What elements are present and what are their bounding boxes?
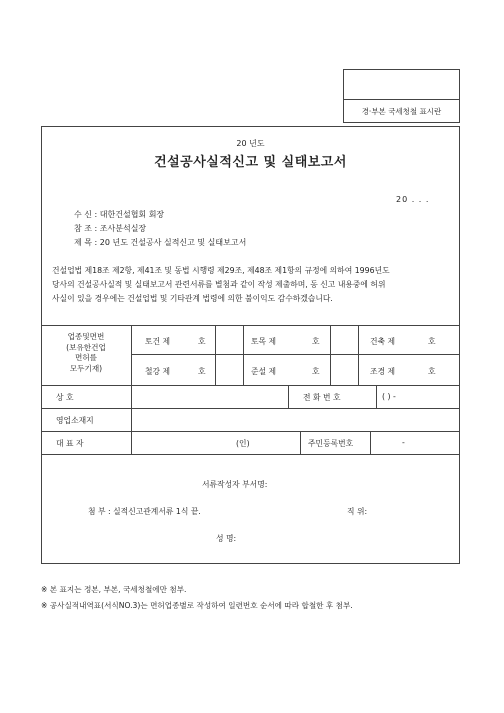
declaration-line: 사실이 있을 경우에는 건설업법 및 기타관계 법령에 의한 불이익도 감수하겠습니다.	[52, 294, 333, 303]
license-col-rule	[358, 325, 359, 385]
footnote: ※ 본 표지는 정본, 부본, 국세청철에만 첨부.	[41, 585, 187, 594]
stamp-box	[343, 69, 460, 100]
info-col-rule	[376, 385, 377, 408]
license-unit: 호	[198, 367, 206, 376]
reference-label: 참 조	[74, 224, 92, 233]
license-unit: 호	[312, 367, 320, 376]
subject-value: : 20 년도 건설공사 실적신고 및 실태보고서	[94, 238, 247, 247]
rrn-label: 주민등록번호	[308, 439, 354, 448]
name-label: 성 명:	[216, 534, 237, 543]
subject-label: 제 목	[74, 238, 92, 247]
license-col-rule	[215, 325, 216, 385]
year-line: 20 년도	[236, 139, 265, 148]
table-rule	[41, 454, 460, 455]
footnote: ※ 공사실적내역표(서식NO.3)는 면허업종별로 작성하여 일련번호 순서에 따라 합철한 후 첨부.	[41, 601, 353, 610]
table-top-rule	[41, 325, 460, 326]
license-header	[41, 332, 131, 374]
license-header-line: 면허를	[74, 353, 97, 362]
subject-row	[74, 237, 246, 248]
recipient-value: : 대한건설협회 회장	[94, 210, 165, 219]
table-rule	[41, 385, 460, 386]
recipient-label: 수 신	[74, 210, 92, 219]
info-col-rule	[370, 431, 371, 454]
attachment-label: 첨 부 : 실적신고관계서류 1식 끝.	[88, 507, 201, 516]
license-label: 토목 제	[251, 337, 277, 346]
license-col-rule	[243, 325, 244, 385]
address-label: 영업소재지	[56, 416, 94, 425]
date-line: 20 . . .	[396, 195, 430, 204]
license-label: 준설 제	[251, 367, 277, 376]
recipient-row	[74, 209, 164, 220]
reference-value: : 조사분석실장	[94, 224, 147, 233]
license-header-line: (보유한건업	[66, 342, 106, 352]
info-col-rule	[288, 385, 289, 408]
seal-mark: (인)	[236, 439, 250, 448]
license-header-line: 업종및면번	[67, 332, 105, 341]
representative-label: 대 표 자	[56, 439, 84, 448]
stamp-label: 경·부본 국세청철 표시란	[343, 99, 460, 123]
license-label: 조경 제	[370, 367, 396, 376]
license-unit: 호	[312, 337, 320, 346]
license-col-rule	[330, 325, 331, 385]
writer-label: 서류작성자 부서명:	[202, 480, 268, 489]
document-title: 건설공사실적신고 및 실태보고서	[154, 155, 347, 170]
declaration-paragraph	[52, 264, 452, 306]
table-rule	[41, 431, 460, 432]
position-label: 직 위:	[347, 507, 368, 516]
license-header-line: 모두기재)	[69, 363, 103, 373]
license-mid-rule	[131, 354, 460, 355]
rrn-value: -	[402, 438, 405, 447]
license-label: 철강 제	[145, 367, 171, 376]
reference-row	[74, 223, 146, 234]
company-label: 상 호	[56, 393, 74, 402]
info-col-rule	[300, 431, 301, 454]
license-label: 토건 제	[145, 337, 171, 346]
license-unit: 호	[428, 367, 436, 376]
phone-value: ( ) -	[382, 392, 396, 401]
table-rule	[41, 408, 460, 409]
license-unit: 호	[428, 337, 436, 346]
license-label: 건축 제	[370, 337, 396, 346]
declaration-line: 당사의 건설공사실적 및 실태보고서 관련서류를 별첨과 같이 작성 제출하며, 동 신고 내용중에 허위	[52, 280, 386, 289]
declaration-line: 건설업법 제18조 제2항, 제41조 및 동법 시행령 제29조, 제48조 제1항의 규정에 의하여 1996년도	[52, 266, 390, 275]
license-unit: 호	[198, 337, 206, 346]
table-col-rule	[131, 325, 132, 454]
phone-label: 전 화 번 호	[303, 393, 341, 402]
